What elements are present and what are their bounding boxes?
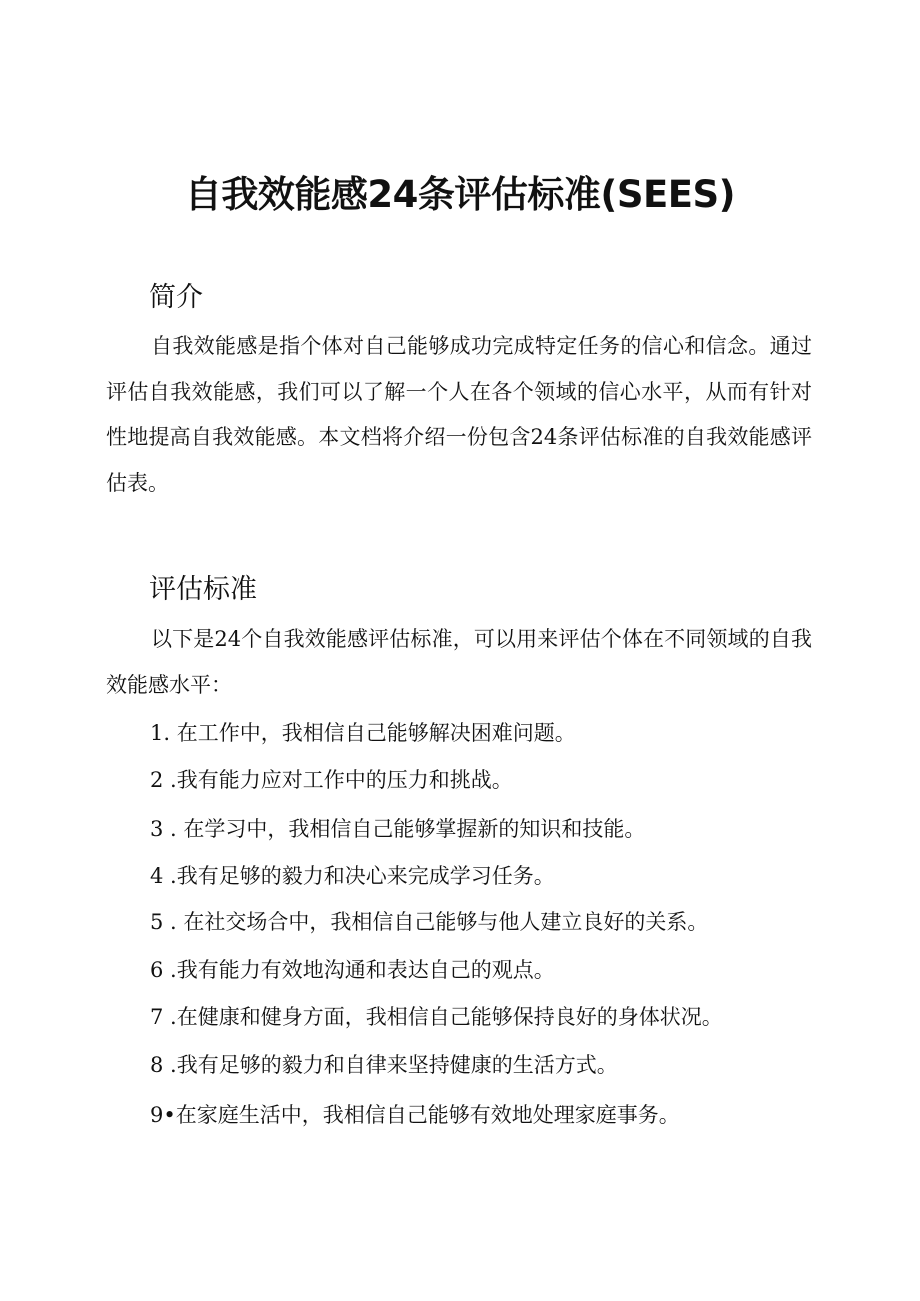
criteria-item: 9•在家庭生活中，我相信自己能够有效地处理家庭事务。 — [150, 1103, 680, 1127]
section-heading-intro: 简介 — [149, 282, 203, 313]
criteria-item: 2 .我有能力应对工作中的压力和挑战。 — [150, 768, 513, 792]
criteria-item: 3 . 在学习中，我相信自己能够掌握新的知识和技能。 — [150, 817, 646, 841]
document-title: 自我效能感24条评估标准(SEES) — [184, 173, 736, 216]
criteria-item: 4 .我有足够的毅力和决心来完成学习任务。 — [150, 864, 555, 888]
intro-paragraph: 自我效能感是指个体对自己能够成功完成特定任务的信心和信念。通过评估自我效能感，我们可以了解一个人在各个领域的信心水平，从而有针对性地提高自我效能感。本文档将介绍一份包含24条评估标准的自我效能感评估表。 — [106, 334, 812, 495]
criteria-item: 7 .在健康和健身方面，我相信自己能够保持良好的身体状况。 — [150, 1005, 723, 1029]
criteria-item: 6 .我有能力有效地沟通和表达自己的观点。 — [150, 958, 555, 982]
criteria-item: 1. 在工作中，我相信自己能够解决困难问题。 — [150, 721, 576, 745]
section-heading-criteria: 评估标准 — [149, 574, 257, 605]
criteria-item: 5 . 在社交场合中，我相信自己能够与他人建立良好的关系。 — [150, 910, 709, 934]
criteria-item: 8 .我有足够的毅力和自律来坚持健康的生活方式。 — [150, 1053, 618, 1077]
criteria-paragraph: 以下是24个自我效能感评估标准，可以用来评估个体在不同领域的自我效能感水平： — [106, 627, 812, 697]
